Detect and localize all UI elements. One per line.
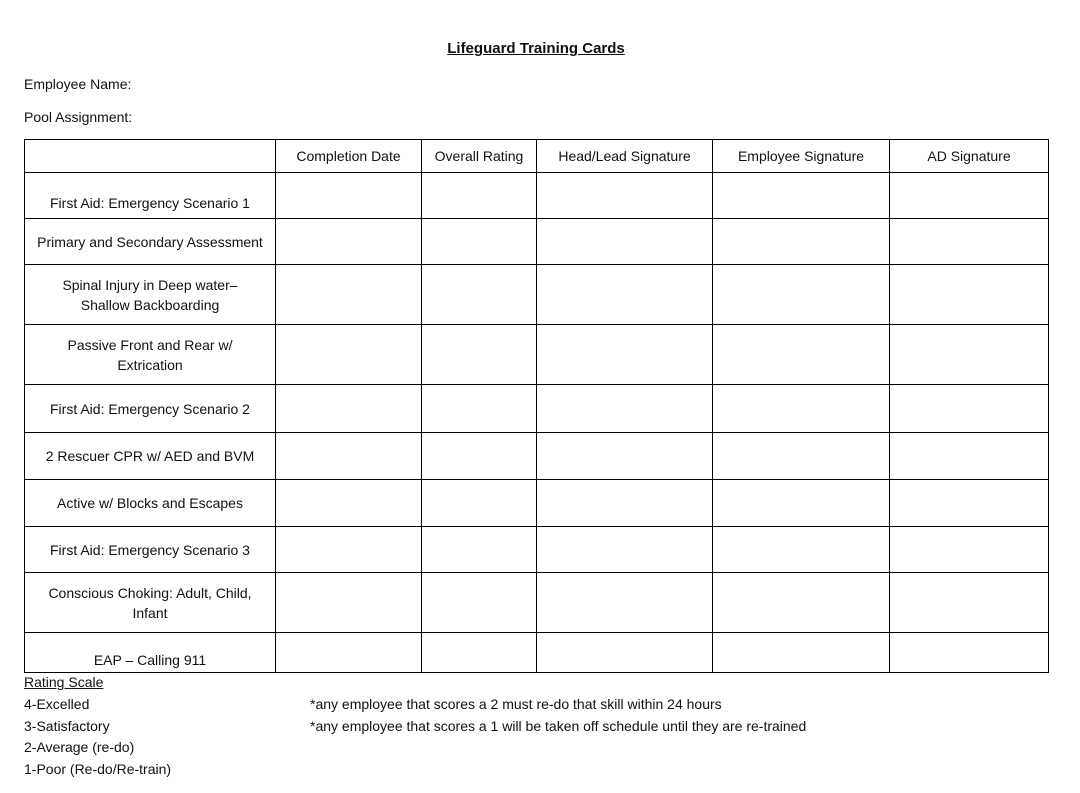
- head-lead-signature-cell[interactable]: [537, 573, 713, 633]
- overall-rating-cell[interactable]: [422, 325, 537, 385]
- skill-name: First Aid: Emergency Scenario 2: [25, 385, 276, 433]
- skill-name: 2 Rescuer CPR w/ AED and BVM: [25, 433, 276, 480]
- skill-name-line: Infant: [132, 604, 168, 621]
- ad-signature-cell[interactable]: [890, 173, 1049, 219]
- head-lead-signature-cell[interactable]: [537, 433, 713, 480]
- ad-signature-cell[interactable]: [890, 633, 1049, 673]
- policy-note: *any employee that scores a 1 will be taken off schedule until they are re-trained: [310, 717, 807, 734]
- completion-date-cell[interactable]: [276, 527, 422, 573]
- employee-signature-cell[interactable]: [713, 573, 890, 633]
- ad-signature-cell[interactable]: [890, 385, 1049, 433]
- skill-name: First Aid: Emergency Scenario 1: [25, 173, 276, 219]
- completion-date-cell[interactable]: [276, 325, 422, 385]
- head-lead-signature-cell[interactable]: [537, 173, 713, 219]
- skill-name-line: Extrication: [117, 356, 183, 373]
- head-lead-signature-cell[interactable]: [537, 265, 713, 325]
- header-employee-signature: Employee Signature: [713, 140, 890, 173]
- skill-name: First Aid: Emergency Scenario 3: [25, 527, 276, 573]
- ad-signature-cell[interactable]: [890, 480, 1049, 527]
- rating-scale-title: Rating Scale: [24, 674, 104, 690]
- rating-scale-item: 3-Satisfactory: [24, 717, 110, 734]
- table-row: [25, 480, 1049, 527]
- rating-scale-item: 1-Poor (Re-do/Re-train): [24, 760, 172, 777]
- head-lead-signature-cell[interactable]: [537, 480, 713, 527]
- header-completion-date: Completion Date: [276, 140, 422, 173]
- employee-signature-cell[interactable]: [713, 527, 890, 573]
- employee-name-label: Employee Name:: [24, 76, 132, 92]
- table-row: [25, 527, 1049, 573]
- header-skill-column: [25, 140, 276, 173]
- skill-name: [25, 265, 276, 325]
- table-row: [25, 219, 1049, 265]
- head-lead-signature-cell[interactable]: [537, 527, 713, 573]
- ad-signature-cell[interactable]: [890, 527, 1049, 573]
- completion-date-cell[interactable]: [276, 173, 422, 219]
- head-lead-signature-cell[interactable]: [537, 219, 713, 265]
- employee-signature-cell[interactable]: [713, 265, 890, 325]
- rating-scale-list: [24, 694, 171, 780]
- rating-scale-item: 2-Average (re-do): [24, 739, 135, 755]
- skill-name-line: Conscious Choking: Adult, Child,: [48, 584, 252, 601]
- overall-rating-cell[interactable]: [422, 265, 537, 325]
- table-row: [25, 173, 1049, 219]
- document-title: Lifeguard Training Cards: [447, 40, 625, 57]
- completion-date-cell[interactable]: [276, 219, 422, 265]
- skill-name: [25, 325, 276, 385]
- skill-name-line: Shallow Backboarding: [80, 296, 220, 313]
- table-row: [25, 325, 1049, 385]
- skill-name-line: Passive Front and Rear w/: [67, 336, 233, 353]
- skill-name: [25, 573, 276, 633]
- employee-signature-cell[interactable]: [713, 385, 890, 433]
- employee-signature-cell[interactable]: [713, 480, 890, 527]
- employee-signature-cell[interactable]: [713, 325, 890, 385]
- ad-signature-cell[interactable]: [890, 265, 1049, 325]
- skill-name: EAP – Calling 911: [25, 633, 276, 673]
- overall-rating-cell[interactable]: [422, 219, 537, 265]
- completion-date-cell[interactable]: [276, 265, 422, 325]
- ad-signature-cell[interactable]: [890, 325, 1049, 385]
- skill-name: Active w/ Blocks and Escapes: [25, 480, 276, 527]
- overall-rating-cell[interactable]: [422, 173, 537, 219]
- overall-rating-cell[interactable]: [422, 433, 537, 480]
- overall-rating-cell[interactable]: [422, 573, 537, 633]
- table-row: [25, 573, 1049, 633]
- employee-signature-cell[interactable]: [713, 173, 890, 219]
- policy-note: *any employee that scores a 2 must re-do that skill within 24 hours: [310, 696, 722, 712]
- table-header-row: [25, 140, 1049, 173]
- overall-rating-cell[interactable]: [422, 633, 537, 673]
- header-ad-signature: AD Signature: [890, 140, 1049, 173]
- skill-name: Primary and Secondary Assessment: [25, 219, 276, 265]
- ad-signature-cell[interactable]: [890, 219, 1049, 265]
- completion-date-cell[interactable]: [276, 573, 422, 633]
- completion-date-cell[interactable]: [276, 433, 422, 480]
- ad-signature-cell[interactable]: [890, 573, 1049, 633]
- overall-rating-cell[interactable]: [422, 480, 537, 527]
- head-lead-signature-cell[interactable]: [537, 325, 713, 385]
- pool-assignment-label: Pool Assignment:: [24, 109, 133, 125]
- overall-rating-cell[interactable]: [422, 385, 537, 433]
- skill-name-line: Spinal Injury in Deep water–: [62, 276, 238, 293]
- header-head-lead-signature: Head/Lead Signature: [537, 140, 713, 173]
- training-table: [24, 139, 1049, 673]
- head-lead-signature-cell[interactable]: [537, 633, 713, 673]
- rating-scale-item: 4-Excelled: [24, 696, 90, 712]
- table-row: [25, 633, 1049, 673]
- employee-signature-cell[interactable]: [713, 219, 890, 265]
- header-overall-rating: Overall Rating: [422, 140, 537, 173]
- overall-rating-cell[interactable]: [422, 527, 537, 573]
- ad-signature-cell[interactable]: [890, 433, 1049, 480]
- employee-signature-cell[interactable]: [713, 633, 890, 673]
- table-row: [25, 385, 1049, 433]
- employee-signature-cell[interactable]: [713, 433, 890, 480]
- table-row: [25, 433, 1049, 480]
- completion-date-cell[interactable]: [276, 480, 422, 527]
- policy-notes: [310, 694, 806, 737]
- head-lead-signature-cell[interactable]: [537, 385, 713, 433]
- completion-date-cell[interactable]: [276, 633, 422, 673]
- completion-date-cell[interactable]: [276, 385, 422, 433]
- table-row: [25, 265, 1049, 325]
